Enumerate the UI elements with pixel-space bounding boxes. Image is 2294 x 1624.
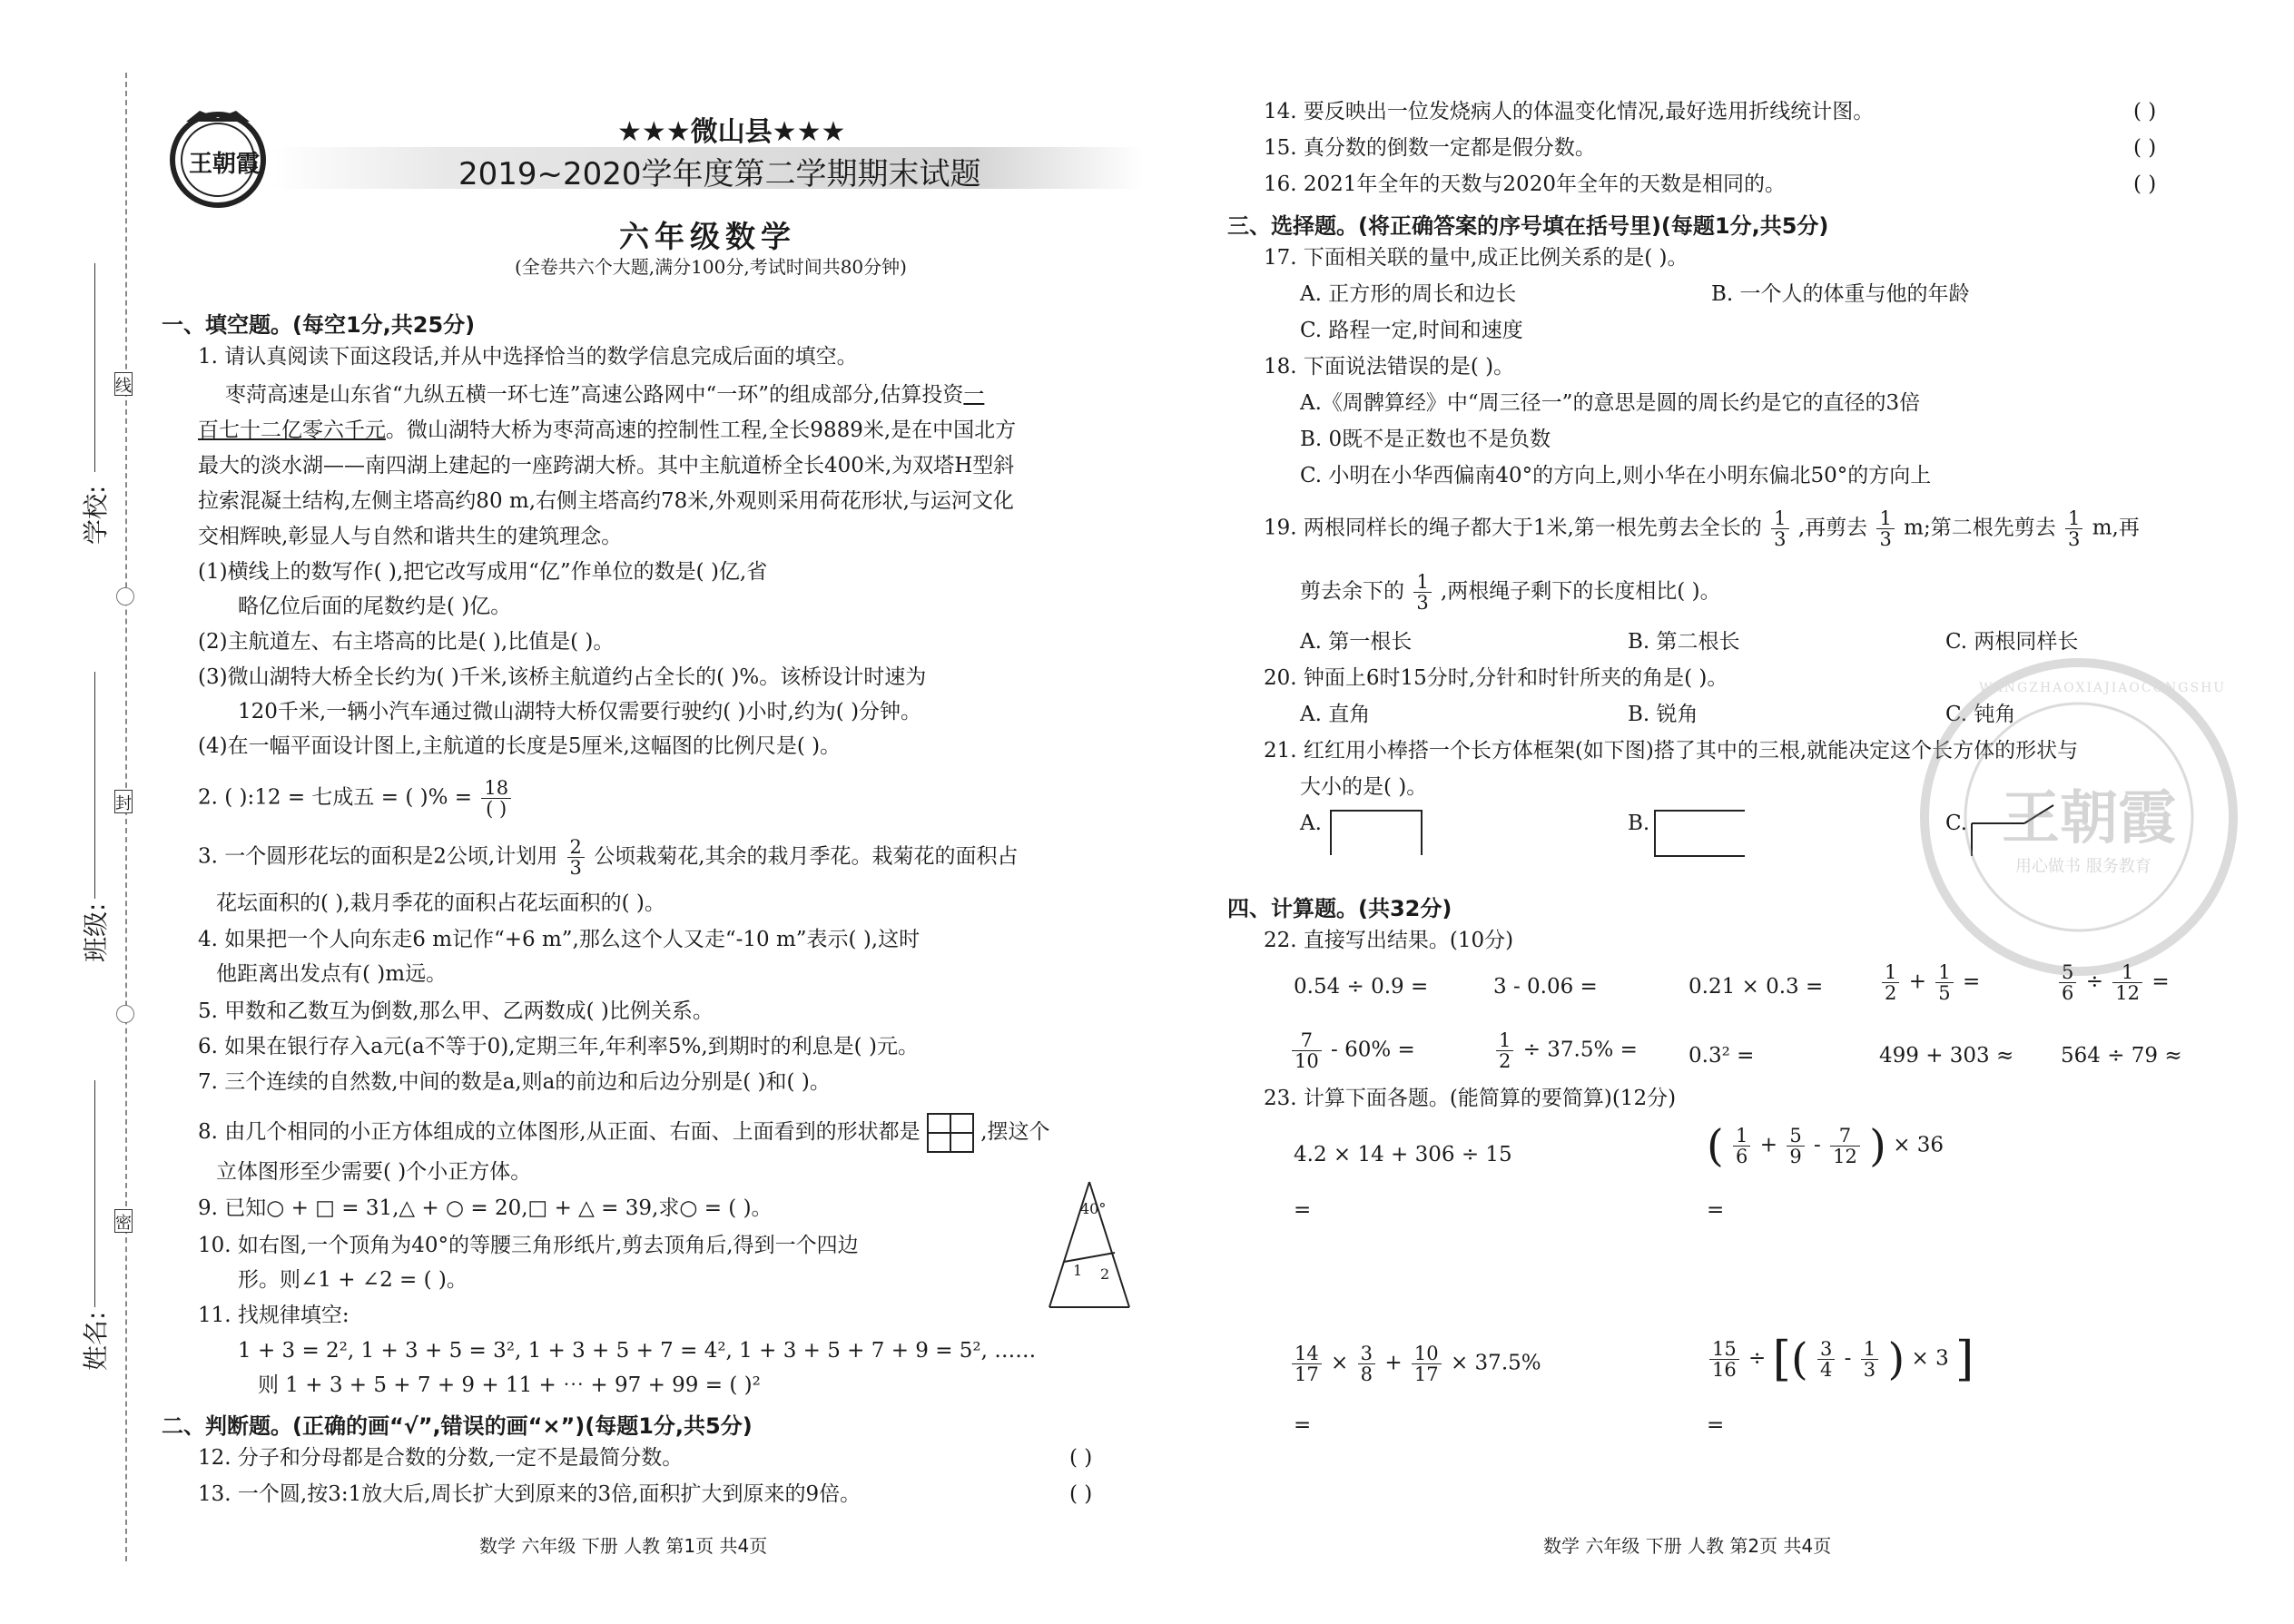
section2-title: 二、判断题。(正确的画“√”,错误的画“×”)(每题1分,共5分) <box>162 1413 753 1439</box>
q22: 22. 直接写出结果。(10分) <box>1264 929 1514 952</box>
page-footer: 数学 六年级 下册 人教 第1页 共4页 <box>479 1535 768 1557</box>
q18: 18. 下面说法错误的是( )。 <box>1264 355 1515 379</box>
q9: 9. 已知○ + □ = 31,△ + ○ = 20,□ + △ = 39,求○ = ( )。 <box>198 1196 773 1220</box>
q1-passage: 交相辉映,彰显人与自然和谐共生的建筑理念。 <box>198 525 623 548</box>
expr-3-equals: = <box>1294 1413 1312 1437</box>
q13: 13. 一个圆,按3:1放大后,周长扩大到原来的3倍,面积扩大到原来的9倍。 <box>198 1482 861 1506</box>
q1-4: (4)在一幅平面设计图上,主航道的长度是5厘米,这幅图的比例尺是( )。 <box>198 734 842 758</box>
seal-mark-dense: 密 <box>114 1209 133 1233</box>
seal-mark-seal: 封 <box>114 790 133 813</box>
answer-paren[interactable]: ( ) <box>2133 172 2157 196</box>
school-blank[interactable] <box>94 263 95 472</box>
answer-paren[interactable]: ( ) <box>1069 1482 1093 1506</box>
seal-mark-line: 线 <box>114 372 133 396</box>
section4-title: 四、计算题。(共32分) <box>1227 896 1452 921</box>
q18-option-c[interactable]: C. 小明在小华西偏南40°的方向上,则小华在小明东偏北50°的方向上 <box>1300 464 1932 487</box>
subject-title: 六年级数学 <box>619 219 796 254</box>
q1-passage: 百七十二亿零六千元。微山湖特大桥为枣菏高速的控制性工程,全长9889米,是在中国北方 <box>198 418 1017 442</box>
q19: 19. 两根同样长的绳子都大于1米,第一根先剪去全长的 $\frac{1}{3}$ ,再剪去 $\frac{1}{3}$ m;第二根先剪去 $\frac{1}{3}$ m,再 <box>1264 507 2140 550</box>
q20-option-c[interactable]: C. 钝角 <box>1945 703 2016 726</box>
q17: 17. 下面相关联的量中,成正比例关系的是( )。 <box>1264 246 1689 270</box>
q18-option-a[interactable]: A.《周髀算经》中“周三径一”的意思是圆的周长约是它的直径的3倍 <box>1300 391 1921 415</box>
name-blank[interactable] <box>94 1080 95 1307</box>
answer-paren[interactable]: ( ) <box>2133 136 2157 160</box>
q1-passage: 枣菏高速是山东省“九纵五横一环七连”高速公路网中“一环”的组成部分,估算投资一 <box>225 383 985 407</box>
q12: 12. 分子和分母都是合数的分数,一定不是最简分数。 <box>198 1446 684 1470</box>
q4: 他距离出发点有( )m远。 <box>216 962 448 986</box>
binding-hole <box>116 1005 134 1023</box>
calc-5: $\frac{5}{6}$ ÷ $\frac{1}{12}$ = <box>2056 962 2170 1003</box>
q1-passage: 最大的淡水湖——南四湖上建起的一座跨湖大桥。其中主航道桥全长400米,为双塔H型斜 <box>198 454 1015 477</box>
q7: 7. 三个连续的自然数,中间的数是a,则a的前边和后边分别是( )和( )。 <box>198 1070 831 1094</box>
q6: 6. 如果在银行存入a元(a不等于0),定期三年,年利率5%,到期时的利息是( )元。 <box>198 1035 919 1058</box>
binding-hole <box>116 587 134 605</box>
calc-2: 3 - 0.06 = <box>1493 975 1598 999</box>
q20-option-a[interactable]: A. 直角 <box>1300 703 1371 726</box>
expr-1-equals: = <box>1294 1198 1312 1222</box>
q3: 3. 一个圆形花坛的面积是2公顷,计划用 $\frac{2}{3}$ 公顷栽菊花,其余的栽月季花。栽菊花的面积占 <box>198 836 1019 879</box>
q1-3: 120千米,一辆小汽车通过微山湖特大桥仅需要行驶约( )小时,约为( )分钟。 <box>238 700 922 723</box>
q1-1: (1)横线上的数写作( ),把它改写成用“亿”作单位的数是( )亿,省 <box>198 560 768 584</box>
q21: 大小的是( )。 <box>1300 775 1428 799</box>
q17-option-c[interactable]: C. 路程一定,时间和速度 <box>1300 319 1523 342</box>
exam-note: (全卷共六个大题,满分100分,考试时间共80分钟) <box>515 256 907 278</box>
q21-option-b[interactable]: B. <box>1628 812 1650 835</box>
q4: 4. 如果把一个人向东走6 m记作“+6 m”,那么这个人又走“-10 m”表示( ),这时 <box>198 928 921 951</box>
calc-7: $\frac{1}{2}$ ÷ 37.5% = <box>1493 1030 1638 1071</box>
calc-6: $\frac{7}{10}$ - 60% = <box>1289 1030 1415 1071</box>
q19-option-a[interactable]: A. 第一根长 <box>1300 630 1413 654</box>
name-label: 姓名: <box>81 1311 111 1371</box>
q17-option-a[interactable]: A. 正方形的周长和边长 <box>1300 282 1517 306</box>
q1-1: 略亿位后面的尾数约是( )亿。 <box>238 595 512 618</box>
q14: 14. 要反映出一位发烧病人的体温变化情况,最好选用折线统计图。 <box>1264 100 1875 123</box>
q19: 剪去余下的 $\frac{1}{3}$ ,两根绳子剩下的长度相比( )。 <box>1300 571 1721 614</box>
section3-title: 三、选择题。(将正确答案的序号填在括号里)(每题1分,共5分) <box>1227 213 1829 239</box>
q21: 21. 红红用小棒搭一个长方体框架(如下图)搭了其中的三根,就能决定这个长方体的形状与 <box>1264 739 2079 763</box>
q11: 11. 找规律填空: <box>198 1304 350 1327</box>
calc-4: $\frac{1}{2}$ + $\frac{1}{5}$ = <box>1879 962 1980 1003</box>
q18-option-b[interactable]: B. 0既不是正数也不是负数 <box>1300 428 1551 451</box>
class-blank[interactable] <box>94 672 95 899</box>
q21-option-a[interactable]: A. <box>1300 812 1322 835</box>
q8: 立体图形至少需要( )个小正方体。 <box>216 1160 532 1184</box>
brand-logo: 王朝霞 <box>163 103 272 212</box>
expr-4-equals: = <box>1707 1413 1725 1437</box>
q3: 花坛面积的( ),栽月季花的面积占花坛面积的( )。 <box>216 891 665 915</box>
expr-3: $\frac{14}{17}$ × $\frac{3}{8}$ + $\frac{10}{17}$ × 37.5% <box>1289 1343 1541 1384</box>
expr-1: 4.2 × 14 + 306 ÷ 15 <box>1294 1143 1512 1166</box>
q20-option-b[interactable]: B. 锐角 <box>1628 703 1698 726</box>
calc-8: 0.3² = <box>1689 1044 1755 1068</box>
calc-3: 0.21 × 0.3 = <box>1689 975 1824 999</box>
q1-stem: 1. 请认真阅读下面这段话,并从中选择恰当的数学信息完成后面的填空。 <box>198 345 858 369</box>
q10: 形。则∠1 + ∠2 = ( )。 <box>238 1268 468 1292</box>
binding-line <box>125 73 127 1561</box>
q15: 15. 真分数的倒数一定都是假分数。 <box>1264 136 1596 160</box>
expr-4: $\frac{15}{16}$ ÷ [( $\frac{3}{4}$ - $\frac{1}{3}$ ) × 3 ] <box>1707 1339 1974 1380</box>
q1-2: (2)主航道左、右主塔高的比是( ),比值是( )。 <box>198 630 615 654</box>
exam-title: 2019~2020学年度第二学期期末试题 <box>458 156 981 192</box>
calc-1: 0.54 ÷ 0.9 = <box>1294 975 1429 999</box>
q21-option-c[interactable]: C. <box>1945 812 1968 835</box>
q23: 23. 计算下面各题。(能简算的要简算)(12分) <box>1264 1087 1677 1110</box>
q11: 1 + 3 = 2², 1 + 3 + 5 = 3², 1 + 3 + 5 + 7 = 4², 1 + 3 + 5 + 7 + 9 = 5², …… <box>238 1339 1037 1363</box>
answer-paren[interactable]: ( ) <box>2133 100 2157 123</box>
q16: 16. 2021年全年的天数与2020年全年的天数是相同的。 <box>1264 172 1786 196</box>
school-label: 学校: <box>81 485 111 545</box>
calc-10: 564 ÷ 79 ≈ <box>2061 1044 2182 1068</box>
q8: 8. 由几个相同的小正方体组成的立体图形,从正面、右面、上面看到的形状都是 ,摆这个 <box>198 1113 1050 1153</box>
grid-icon <box>927 1113 974 1153</box>
q5: 5. 甲数和乙数互为倒数,那么甲、乙两数成( )比例关系。 <box>198 999 714 1023</box>
stick-frame-b <box>1654 810 1745 857</box>
section1-title: 一、填空题。(每空1分,共25分) <box>162 312 476 338</box>
stick-frame-a <box>1330 810 1423 855</box>
watermark-seal: 王朝霞 用心做书 服务教育 WANGZHAOXIAJIAOCONGSHU <box>1915 654 2242 980</box>
page-footer: 数学 六年级 下册 人教 第2页 共4页 <box>1543 1535 1832 1557</box>
q10: 10. 如右图,一个顶角为40°的等腰三角形纸片,剪去顶角后,得到一个四边 <box>198 1234 859 1257</box>
q1-3: (3)微山湖特大桥全长约为( )千米,该桥主航道约占全长的( )%。该桥设计时速为 <box>198 665 927 689</box>
q11: 则 1 + 3 + 5 + 7 + 9 + 11 + ⋯ + 97 + 99 = ( )² <box>258 1373 761 1397</box>
county-title: ★★★微山县★★★ <box>617 116 846 148</box>
q17-option-b[interactable]: B. 一个人的体重与他的年龄 <box>1711 282 1970 306</box>
calc-9: 499 + 303 ≈ <box>1879 1044 2014 1068</box>
q19-option-b[interactable]: B. 第二根长 <box>1628 630 1740 654</box>
q2: 2. ( ):12 = 七成五 = ( )% = $\frac{18}{( )}$ <box>198 778 514 819</box>
q1-passage: 拉索混凝土结构,左侧主塔高约80 m,右侧主塔高约78米,外观则采用荷花形状,与运河文化 <box>198 489 1014 513</box>
q19-option-c[interactable]: C. 两根同样长 <box>1945 630 2079 654</box>
class-label: 班级: <box>81 902 111 962</box>
expr-2: ( $\frac{1}{6}$ + $\frac{5}{9}$ - $\frac{7}{12}$ ) × 36 <box>1707 1120 1944 1172</box>
expr-2-equals: = <box>1707 1198 1725 1222</box>
answer-paren[interactable]: ( ) <box>1069 1446 1093 1470</box>
trapezoid-figure: 40° 1 2 <box>1044 1180 1135 1316</box>
q20: 20. 钟面上6时15分时,分针和时针所夹的角是( )。 <box>1264 666 1728 690</box>
